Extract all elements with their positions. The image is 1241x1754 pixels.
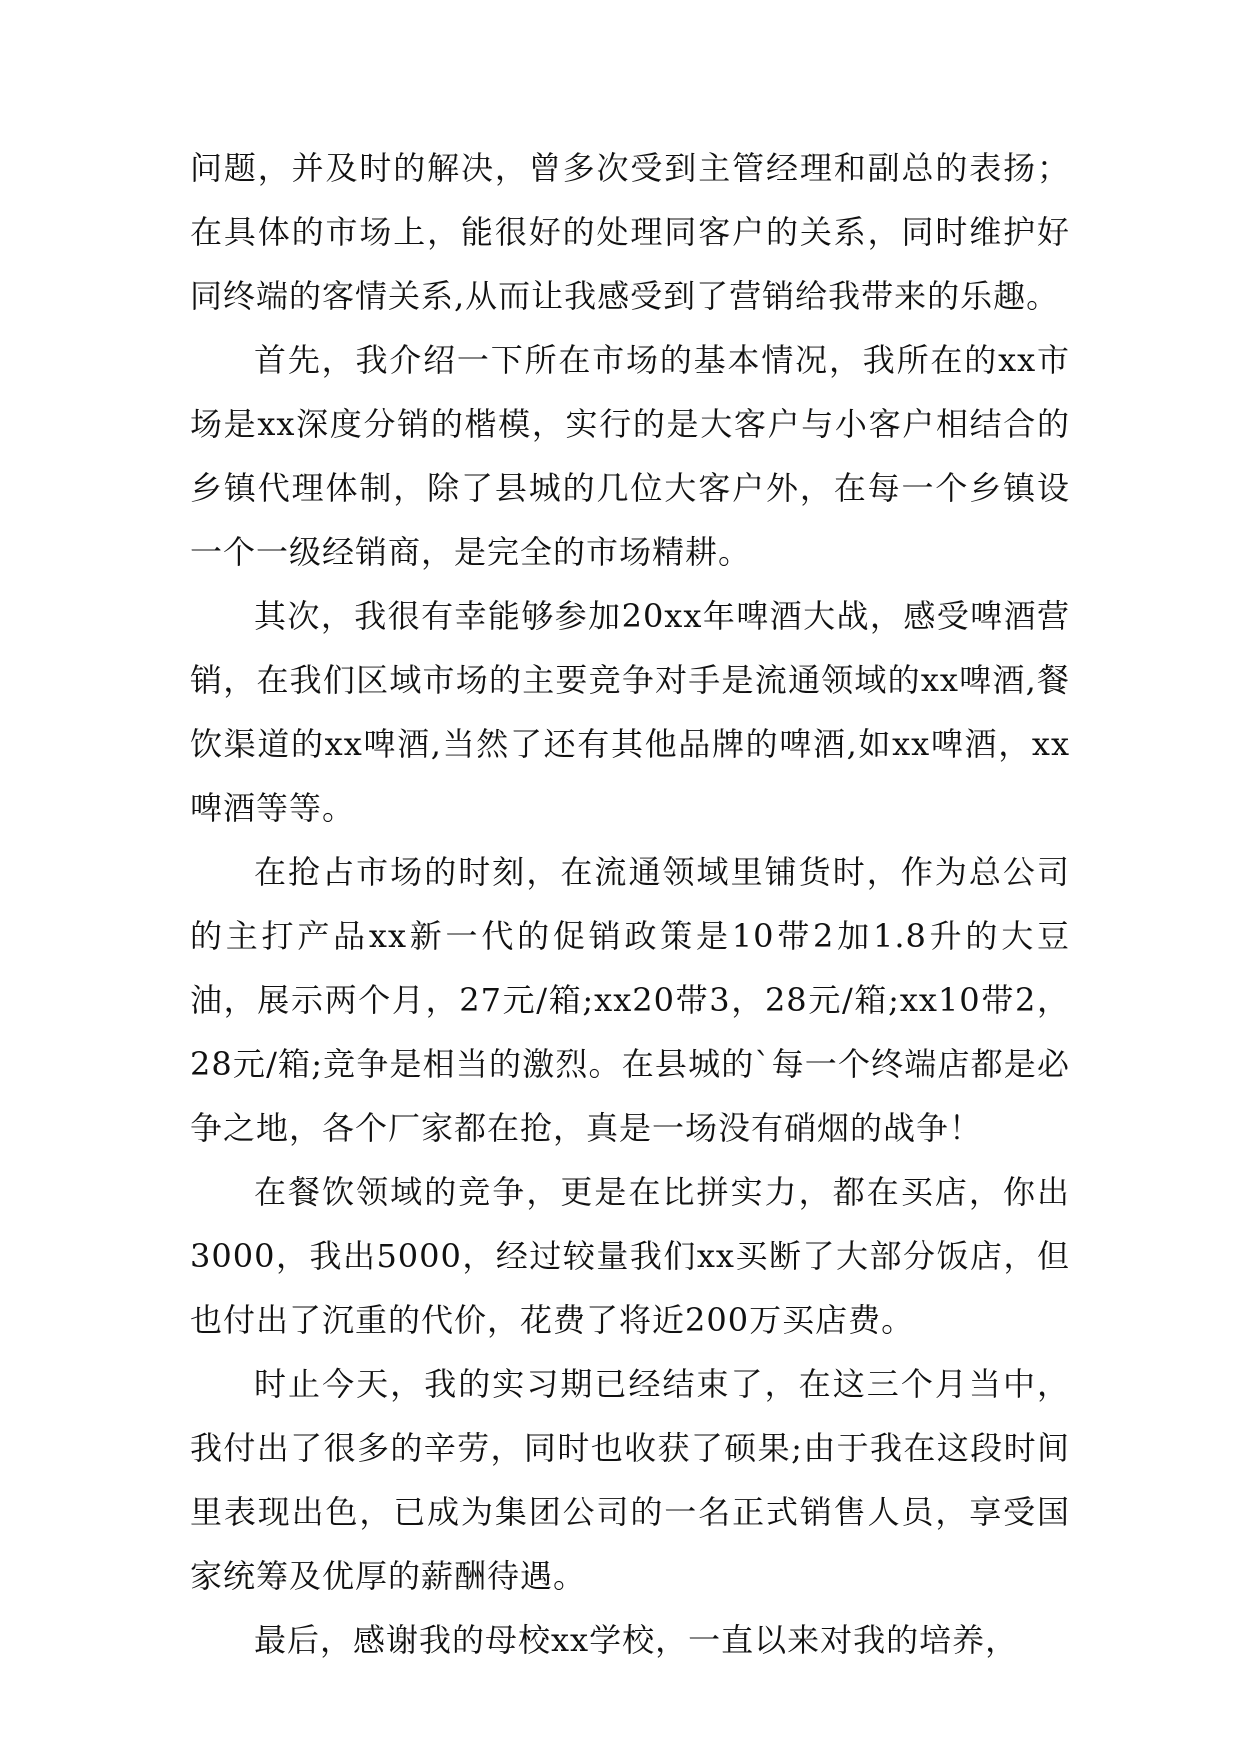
document-body	[190, 136, 1070, 1672]
paragraph-5: 在餐饮领域的竞争，更是在比拼实力，都在买店，你出3000，我出5000，经过较量我们xx买断了大部分饭店，但也付出了沉重的代价，花费了将近200万买店费。	[190, 1173, 1070, 1339]
paragraph-3: 其次，我很有幸能够参加20xx年啤酒大战，感受啤酒营销，在我们区域市场的主要竞争对手是流通领域的xx啤酒,餐饮渠道的xx啤酒,当然了还有其他品牌的啤酒,如xx啤酒，xx啤酒等等。	[190, 597, 1070, 827]
paragraph-1: 问题，并及时的解决，曾多次受到主管经理和副总的表扬；在具体的市场上，能很好的处理同客户的关系，同时维护好同终端的客情关系,从而让我感受到了营销给我带来的乐趣。	[190, 149, 1070, 315]
paragraph-2: 首先，我介绍一下所在市场的基本情况，我所在的xx市场是xx深度分销的楷模，实行的是大客户与小客户相结合的乡镇代理体制，除了县城的几位大客户外，在每一个乡镇设一个一级经销商，是完全的市场精耕。	[190, 341, 1070, 571]
paragraph-4: 在抢占市场的时刻，在流通领域里铺货时，作为总公司的主打产品xx新一代的促销政策是10带2加1.8升的大豆油，展示两个月，27元/箱;xx20带3，28元/箱;xx10带2，28元/箱;竞争是相当的激烈。在县城的`每一个终端店都是必争之地，各个厂家都在抢，真是一场没有硝烟的战争！	[190, 853, 1070, 1147]
paragraph-6: 时止今天，我的实习期已经结束了，在这三个月当中，我付出了很多的辛劳，同时也收获了硕果;由于我在这段时间里表现出色，已成为集团公司的一名正式销售人员，享受国家统筹及优厚的薪酬待遇。	[190, 1365, 1070, 1595]
paragraph-7: 最后，感谢我的母校xx学校，一直以来对我的培养，	[254, 1621, 1019, 1659]
